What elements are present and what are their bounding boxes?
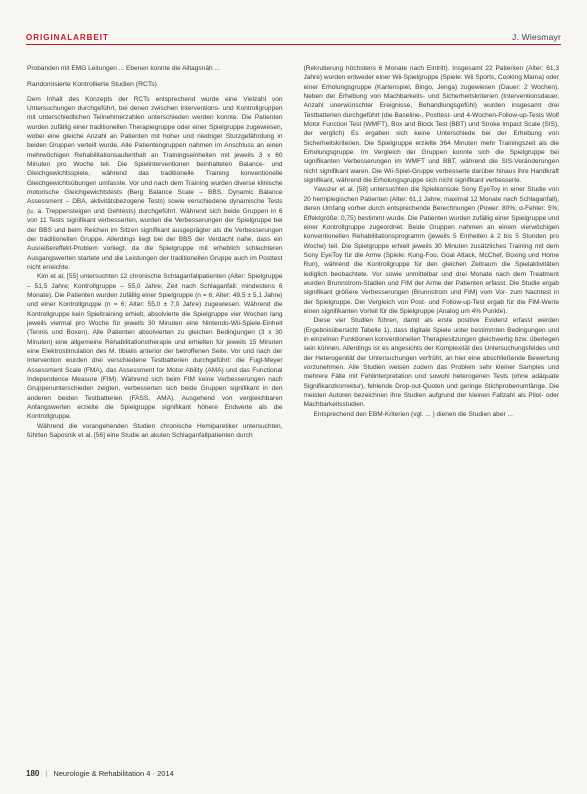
article-body [27, 64, 559, 754]
header-divider [26, 44, 561, 45]
body-paragraph: Diese vier Studien führen, damit als erste positive Evidenz erfasst werden (Ergebnisübersicht Tabelle 1), dass digitale Spiele unter bestimmten Bedingungen und in einzelnen Funktionen konventionellen Therapiesitzungen gleichwertig bzw. überlegen sein können. Allerdings ist es angesichts der Komplexität des Untersuchungsfeldes und der Heterogenität der Untersuchungen verfrüht, an hier eine abschließende Bewertung vorzunehmen. Alle Studien weisen zudem das Problem sehr kleiner Samples und mehrere Fälle mit Fehlinterpretation und sowohl heterogenen Tests (ohne adäquate Signifikanzkorrektur), fehlende Drop-out-Quoten und geringe Stichprobenumfänge. Die meisten Autoren bezeichnen ihre Studien aufgrund der kleinen Fallzahl als Pilot- oder Machbarkeitsstudien. [303, 317, 559, 409]
body-paragraph: Yavuzer et al. [58] untersuchten die Spielkonsole Sony EyeToy in einer Studie von 20 hemiplegischen Patienten (Alter: 61,1 Jahre; maximal 12 Monate nach Schlaganfall), deren Umfang vorher durch entsprechende Berechnungen (Power: 80%; α-Fehler: 5%; Effektgröße: 0,75) bestimmt wurde. Die Patienten wurden zufällig einer Spielgruppe und einer Kontrollgruppe zugeordnet. Beide Gruppen nahmen an einem vierwöchigen konventionellen Rehabilitationsprogramm (jeweils 5 Einheiten à 2 bis 5 Stunden pro Woche) teil. Die Spielgruppe erhielt jeweils 30 Minuten zusätzliches Training mit dem Sony EyeToy für die Arme (Spiele: Kung-Foo, Goal Attack, McChef, Boxing und Home Run), während die Kontrollgruppe für den gleichen Zeitraum die Spielaktivitäten lediglich beobachtete. Vor sowie unmittelbar und drei Monate nach dem Treatment wurden Brunnstrom-Stadien und FIM der Arme der Patienten erfasst. Die Studie ergab signifikant größere Verbesserungen (Brunnstrom und FIM) vom Vor- zum Nachtest in der Spielgruppe. Der Vergleich von Post- und Follow-up-Test ergab für die FIM-Werte einen signifikanten Vorteil für die Spielgruppe (Analog um 4% Punkte). [303, 186, 559, 315]
body-paragraph: Dem Inhalt des Konzepts der RCTs entsprechend wurde eine Vielzahl von Untersuchungen durchgeführt, bei denen zwischen Interventions- und Kontrollgruppen mit unterschiedlichen Teilnehmerzahlen unterschieden werden konnte. Die Patienten wurden zufällig einer traditionellen Therapiegruppe oder einer Spielgruppe zugewiesen, wobei eine gleiche Anzahl an Patienten mit hoher und niedriger Sturzgefährdung in beiden Gruppen verteilt wurde. Alle Patientengruppen nahmen im Anschluss an einen mehrwöchigen Rehabilitationsaufenthalt an Trainingseinheiten mit jeweils 3 x 60 Minuten pro Woche teil. Die Spielinterventionen beinhalteten Balance- und Gleichgewichtsspiele, während das traditionelle Training konventionelle Gleichgewichtsübungen umfasste. Vor und nach dem Training wurden diverse klinische motorische Gleichgewichtstests (Berg Balance Scale – BBS, Dynamic Balance Assessment – DBA, aktivitätsbezogene Tests) sowie verschiedene dynamische Tests (u. a. Treppensteigen und Gehtests) durchgeführt. Während sich beide Gruppen in 6 von 11 Tests signifikant verbesserten, wurden die Verbesserungen der Spielgruppe bei der BBS und beim Reichen im Sitzen signifikant ausgeprägter als die Verbesserungen der traditionellen Gruppe. Allerdings liegt bei der BBS der Verdacht nahe, dass ein Ausreißereffekt-Problem vorliegt, da die Spielgruppe mit erheblich schlechteren Ausgangswerten startete und die Leistungen der traditionellen Gruppe auch im Posttest nicht erreichte. [27, 95, 283, 271]
body-paragraph: (Rekrutierung höchstens 6 Monate nach Eintritt). Insgesamt 22 Patienten (Alter: 61,3 Jahre) wurden entweder einer Wii-Spielgruppe (Spiele: Wii Sports, Cooking Mama) oder einer Erholungsgruppe (Kartenspiel, Bingo, Jenga) zugewiesen (Dauer: 2 Wochen). Neben der Erhebung von Machbarkeits- und Sicherheitskriterien (Interventionsdauer, Anzahl unerwünschter Ereignisse, Behandlungsgefühl) wurden insgesamt drei Testbatterien durchgeführt (die Baseline-, Posttest- und 4-Wochen-Follow-up-Tests Wolf Motor Function Test (WMFT), Box and Block Test (BBT) und Stroke Impact Scale (SIS), der verglich) Es ergaben sich keine Unterschiede bei der Erhebung von Sicherheitskriterien. Die Spielgruppe erzielte 364 Minuten mehr Trainingszeit als die Erholungsgruppe. Im Vergleich der Gruppen konnte sich die Spielgruppe bei signifikanten Verbesserungen im WMFT und BBT, während die SIS-Veränderungen nicht signifikant waren. Die Wii-Spiel-Gruppe verbesserte darüber hinaus ihre Handkraft signifikant, während die Erholungsgruppe sich nicht signifikant verbesserte. [303, 65, 559, 185]
body-paragraph: Während die vorangehenden Studien chronische Hemiparetiker untersuchten, führten Saposnik et al. [56] eine Studie an akuten Schlaganfallpatienten durch [27, 422, 283, 440]
section-heading: Randomisierte Kontrollierte Studien (RCTs) [27, 81, 157, 89]
left-column [27, 64, 283, 754]
intro-paragraph: Probanden mit EMG Leitungen ... Ebenen konnte die Alltagsnäh ... [27, 65, 220, 72]
journal-name: Neurologie & Rehabilitation 4 · 2014 [53, 768, 174, 778]
right-column [304, 64, 560, 754]
page-footer [26, 766, 561, 780]
section-label: ORIGINALARBEIT [26, 33, 109, 42]
page-header [26, 28, 561, 42]
footer-separator: | [45, 768, 48, 778]
page-number: 180 [26, 768, 40, 778]
running-author: J. Wiesmayr [512, 32, 561, 42]
body-paragraph: Entsprechend den EBM-Kriterien (vgl. ... ) dienen die Studien aber ... [313, 410, 513, 418]
body-paragraph: Kim et al. [55] untersuchten 12 chronische Schlaganfallpatienten (Alter: Spielgruppe – 51,5 Jahre; Kontrollgruppe – 55,0 Jahre; Zeit nach Schlaganfall: mindestens 6 Monate). Die Patienten wurden zufällig einer Spielgruppe (n = 6; Alter: 49,5 ± 5,1 Jahre) und einer Kontrollgruppe (n = 6; Alter: 55,0 ± 7,0 Jahre) zugewiesen. Während die Kontrollgruppe kein Spieltraining erhielt, absolvierte die Spielgruppe vier Wochen lang jeweils viermal pro Woche für jeweils 30 Minuten eine Nintendo-Wii-Spiele-Einheit (Tennis und Boxen). Alle Patienten absolvierten zu gleichen Bedingungen (3 x 30 Minuten) eine allgemeine Rehabilitationstherapie und erhielten für jeweils 15 Minuten eine Elektrostimulation des M. tibialis anterior der betroffenen Seite. Vor und nach der Intervention wurden drei verschiedene Testbatterien durchgeführt: die Fugl-Meyer Assessment Scale (FMA), das Assessment for Motor Ability (AMA) und das Functional Independence Measure (FIM). Während sich beim FIM keine Verbesserungen nach Gruppenunterschieden zeigten, verbesserten sich beide Gruppen signifikant in den anderen beiden Testbatterien (FASS, AMA). Ausgehend von vergleichbaren Anfangswerten erzielte die Spielgruppe signifikant höhere Endwerte als die Kontrollgruppe. [27, 273, 283, 421]
